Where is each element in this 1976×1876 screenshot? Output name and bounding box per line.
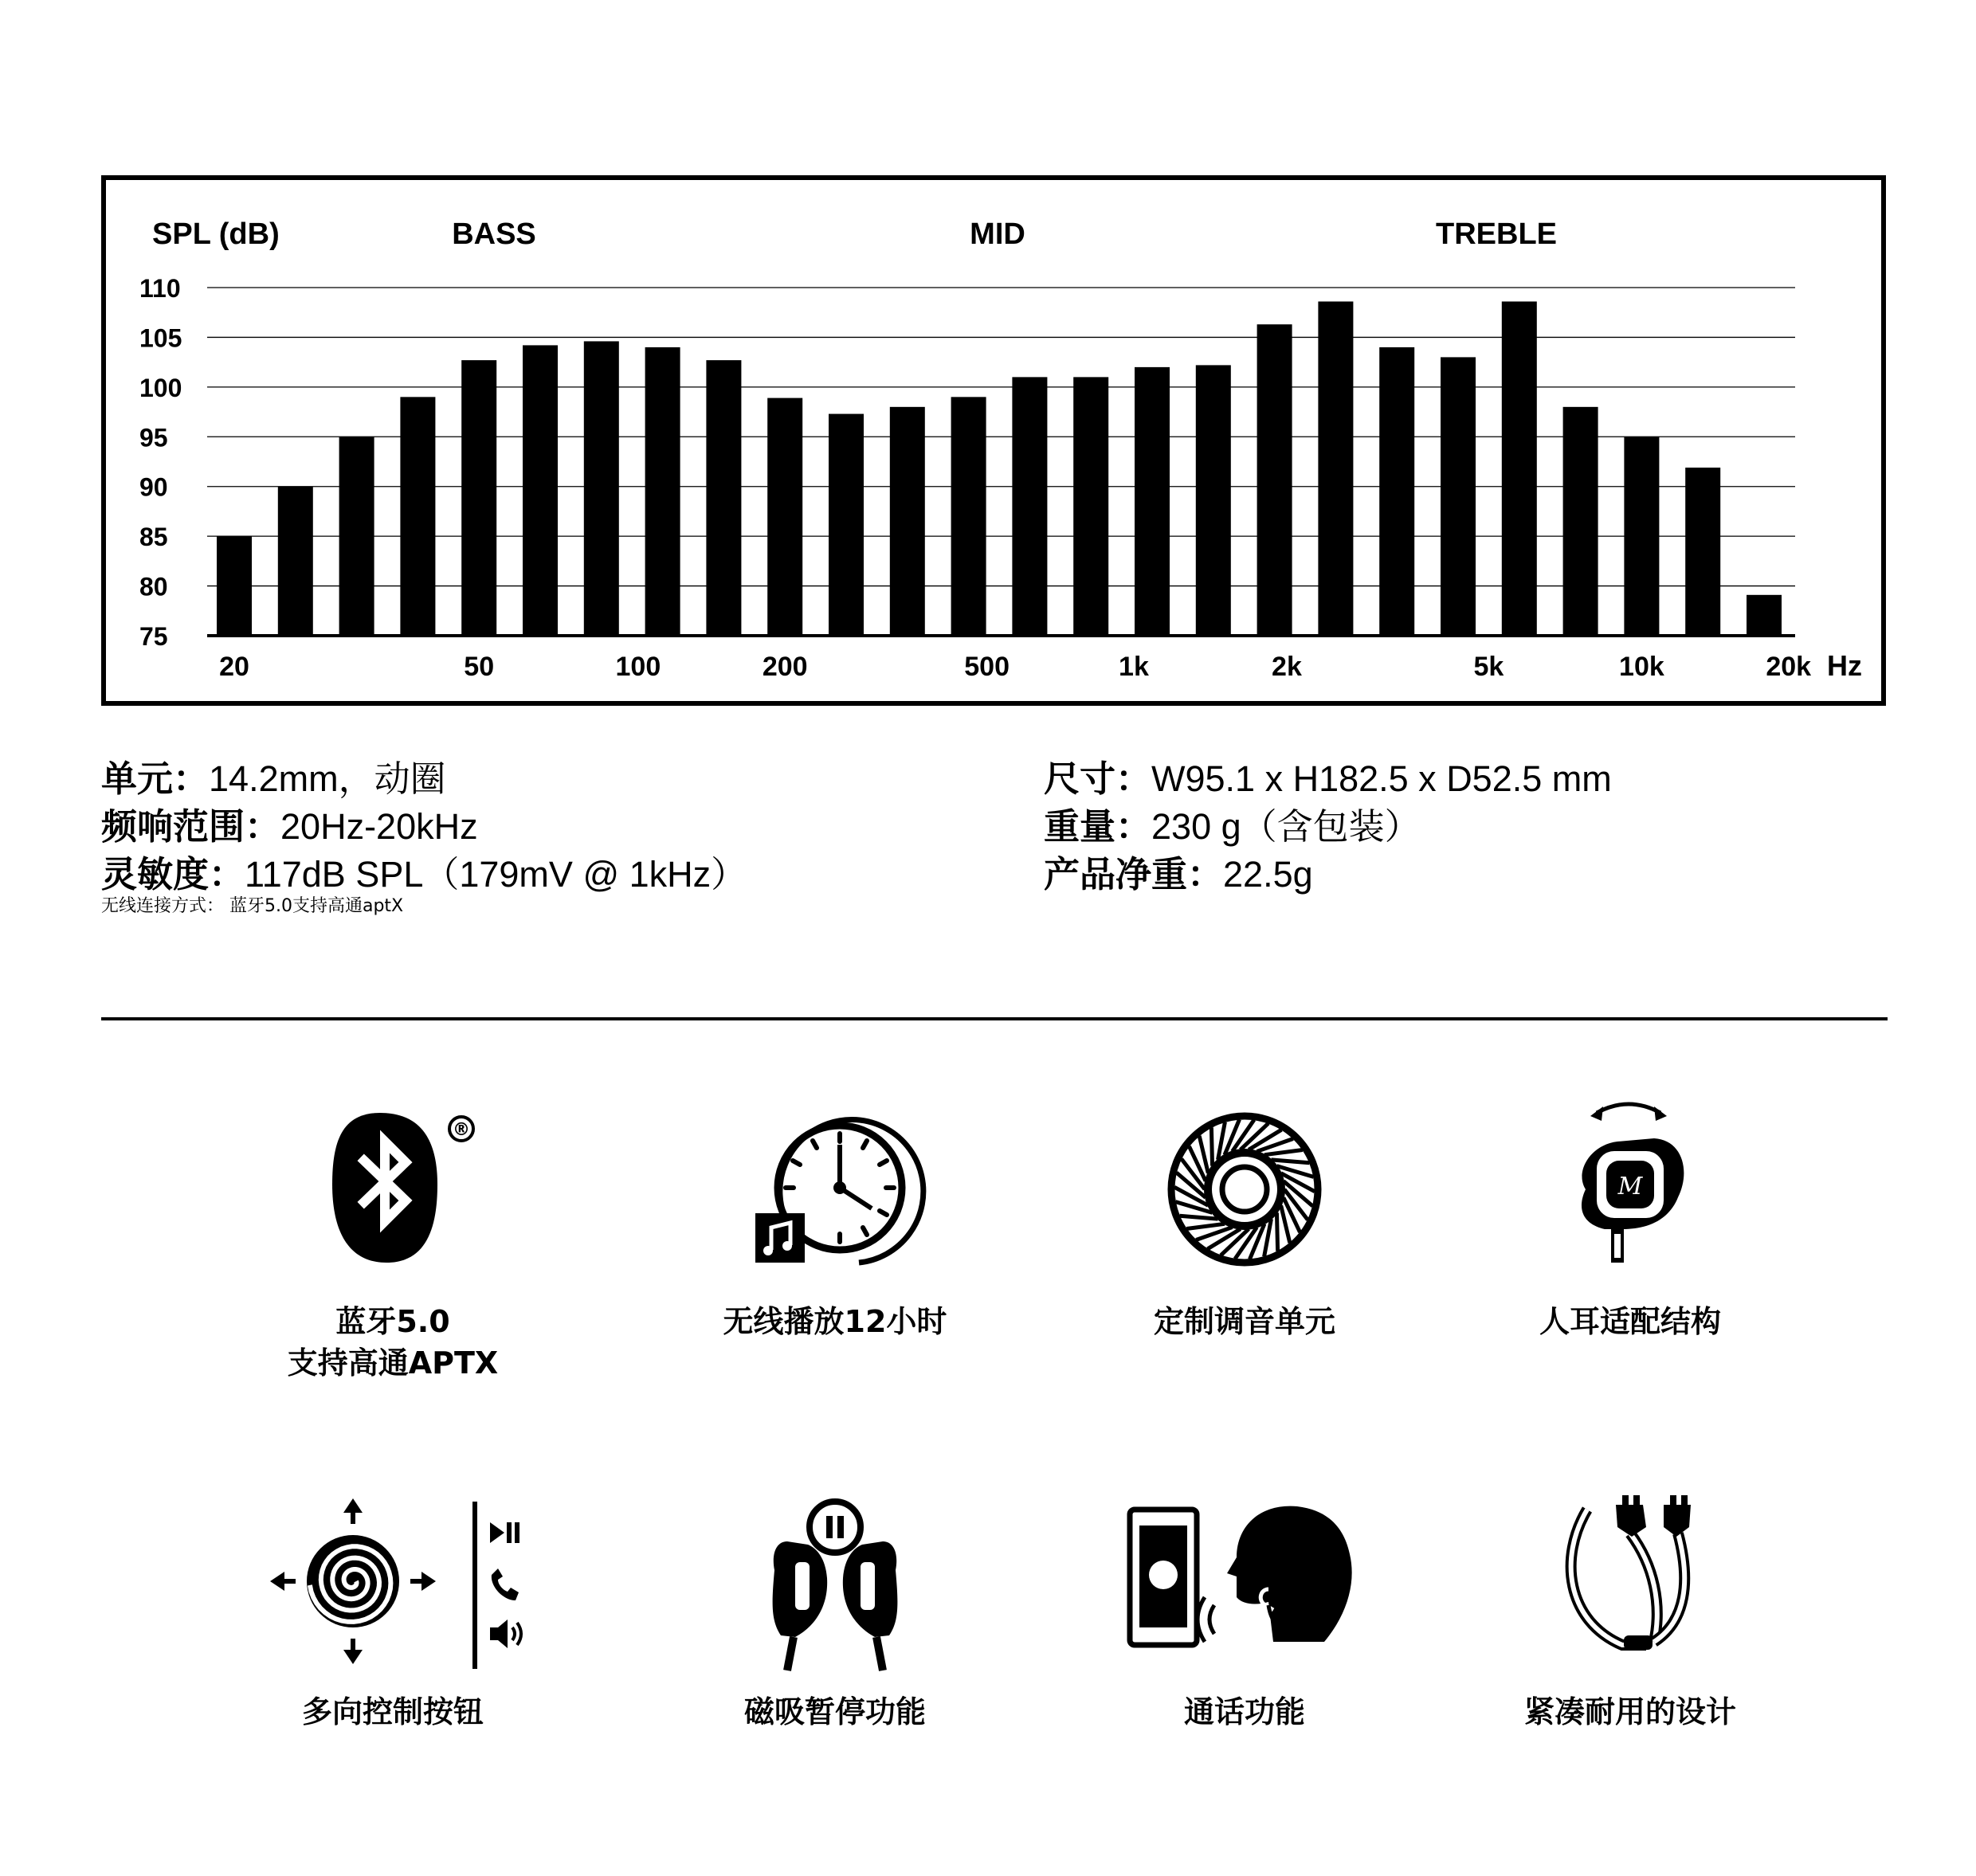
bar — [523, 345, 558, 636]
phone-call-icon — [1117, 1486, 1372, 1677]
x-tick-label: 20 — [219, 652, 249, 682]
y-tick-label: 95 — [139, 423, 168, 452]
feature-label-line: 蓝牙5.0 — [335, 1304, 450, 1339]
y-tick-label: 100 — [139, 373, 182, 402]
band-label: BASS — [452, 217, 536, 251]
bar — [1747, 595, 1782, 636]
blade-line — [1180, 1216, 1218, 1219]
feature-label: 多向控制按钮 — [301, 1694, 484, 1729]
blade-line — [1271, 1160, 1309, 1163]
spec-value: 14.2mm，动圈 — [209, 758, 446, 799]
y-tick-label: 105 — [139, 323, 182, 353]
spec-key: 尺寸： — [1044, 758, 1152, 800]
feature-label — [225, 1301, 560, 1384]
feature-label: 定制调音单元 — [1153, 1304, 1335, 1339]
bar — [400, 397, 435, 636]
section-divider — [101, 1017, 1888, 1020]
band-label: TREBLE — [1436, 217, 1557, 251]
frequency-response-chart — [101, 175, 1886, 706]
y-tick-label: 80 — [139, 572, 168, 601]
bar — [1379, 347, 1414, 636]
spec-dimensions — [1044, 757, 1612, 801]
feature-label: 磁吸暂停功能 — [743, 1694, 926, 1729]
bar — [645, 347, 680, 636]
bar — [829, 414, 864, 636]
feature-label-line: 支持高通APTX — [287, 1345, 499, 1381]
x-tick-label: 1k — [1119, 652, 1149, 682]
feature-label: 紧凑耐用的设计 — [1523, 1694, 1736, 1729]
spec-value: W95.1 x H182.5 x D52.5 mm — [1151, 758, 1612, 799]
spec-driver — [101, 757, 446, 801]
x-axis-unit: Hz — [1827, 649, 1862, 682]
bar — [1441, 357, 1476, 636]
bar — [339, 437, 374, 636]
magnetic-pause-icon — [739, 1486, 931, 1677]
spec-sensitivity — [101, 852, 747, 897]
control-knob-icon — [241, 1486, 528, 1677]
bar — [890, 407, 925, 636]
y-tick-label: 85 — [139, 523, 168, 552]
bluetooth-icon — [297, 1095, 488, 1287]
bar — [951, 397, 986, 636]
y-tick-label: 110 — [139, 274, 181, 303]
y-axis-title: SPL (dB) — [152, 217, 280, 251]
feature-ergonomic-fit — [1463, 1095, 1798, 1342]
spec-wireless: 无线连接方式： 蓝牙5.0支持高通aptX — [101, 896, 404, 916]
neckband-icon — [1535, 1486, 1726, 1677]
feature-magnetic-pause — [668, 1486, 1002, 1733]
bar — [461, 360, 496, 636]
spec-value: 22.5g — [1223, 854, 1313, 895]
spec-key: 频响范围： — [101, 805, 281, 848]
x-tick-label: 20k — [1766, 652, 1812, 682]
bar — [1624, 437, 1659, 636]
bar — [1257, 324, 1292, 636]
feature-durable-design — [1463, 1486, 1798, 1733]
blade-line — [1186, 1224, 1225, 1228]
spec-net-weight — [1044, 852, 1313, 897]
blade-line — [1276, 1212, 1277, 1251]
bar — [1685, 468, 1720, 636]
y-tick-label: 75 — [139, 622, 168, 651]
registered-mark: ® — [453, 1120, 470, 1140]
spec-value: 20Hz-20kHz — [280, 806, 478, 847]
x-tick-label: 200 — [762, 652, 808, 682]
bar — [1135, 367, 1170, 636]
earbud-fit-icon — [1535, 1095, 1726, 1287]
x-tick-label: 10k — [1619, 652, 1664, 682]
spec-key: 产品净重： — [1044, 853, 1224, 895]
bar — [1012, 377, 1047, 636]
y-tick-label: 90 — [139, 472, 168, 502]
bar — [767, 398, 802, 636]
spec-key: 单元： — [101, 758, 210, 800]
feature-label: 无线播放12小时 — [723, 1304, 947, 1339]
bar — [1563, 407, 1598, 636]
driver-unit-icon — [1149, 1095, 1340, 1287]
feature-label: 通话功能 — [1183, 1694, 1305, 1729]
bar — [706, 360, 741, 636]
spec-key: 重量： — [1044, 805, 1152, 848]
spec-value: 230 g（含包装） — [1151, 806, 1421, 847]
bar — [1073, 377, 1108, 636]
bar — [1196, 365, 1231, 636]
feature-bluetooth — [225, 1095, 560, 1384]
bar — [217, 536, 252, 636]
spec-frequency-range — [101, 805, 478, 849]
svg-text:M: M — [1617, 1173, 1643, 1200]
blade-line — [1264, 1150, 1303, 1155]
band-label: MID — [970, 217, 1025, 251]
x-tick-label: 2k — [1272, 652, 1302, 682]
bar — [584, 341, 619, 636]
feature-phone-call — [1077, 1486, 1412, 1733]
clock-music-icon — [739, 1095, 931, 1287]
feature-driver — [1077, 1095, 1412, 1342]
bar — [278, 487, 313, 636]
bar — [1318, 301, 1353, 636]
bar — [1502, 301, 1537, 636]
chart-canvas — [106, 180, 1891, 711]
x-tick-label: 50 — [464, 652, 495, 682]
spec-key: 灵敏度： — [101, 853, 245, 895]
feature-label: 人耳适配结构 — [1539, 1304, 1721, 1339]
x-tick-label: 5k — [1473, 652, 1504, 682]
feature-multi-control — [225, 1486, 560, 1733]
feature-battery-life — [668, 1095, 1002, 1342]
x-tick-label: 500 — [964, 652, 1010, 682]
spec-weight — [1044, 805, 1421, 849]
spec-value: 117dB SPL（179mV @ 1kHz） — [245, 854, 747, 895]
x-tick-label: 100 — [615, 652, 661, 682]
blade-line — [1211, 1127, 1212, 1165]
